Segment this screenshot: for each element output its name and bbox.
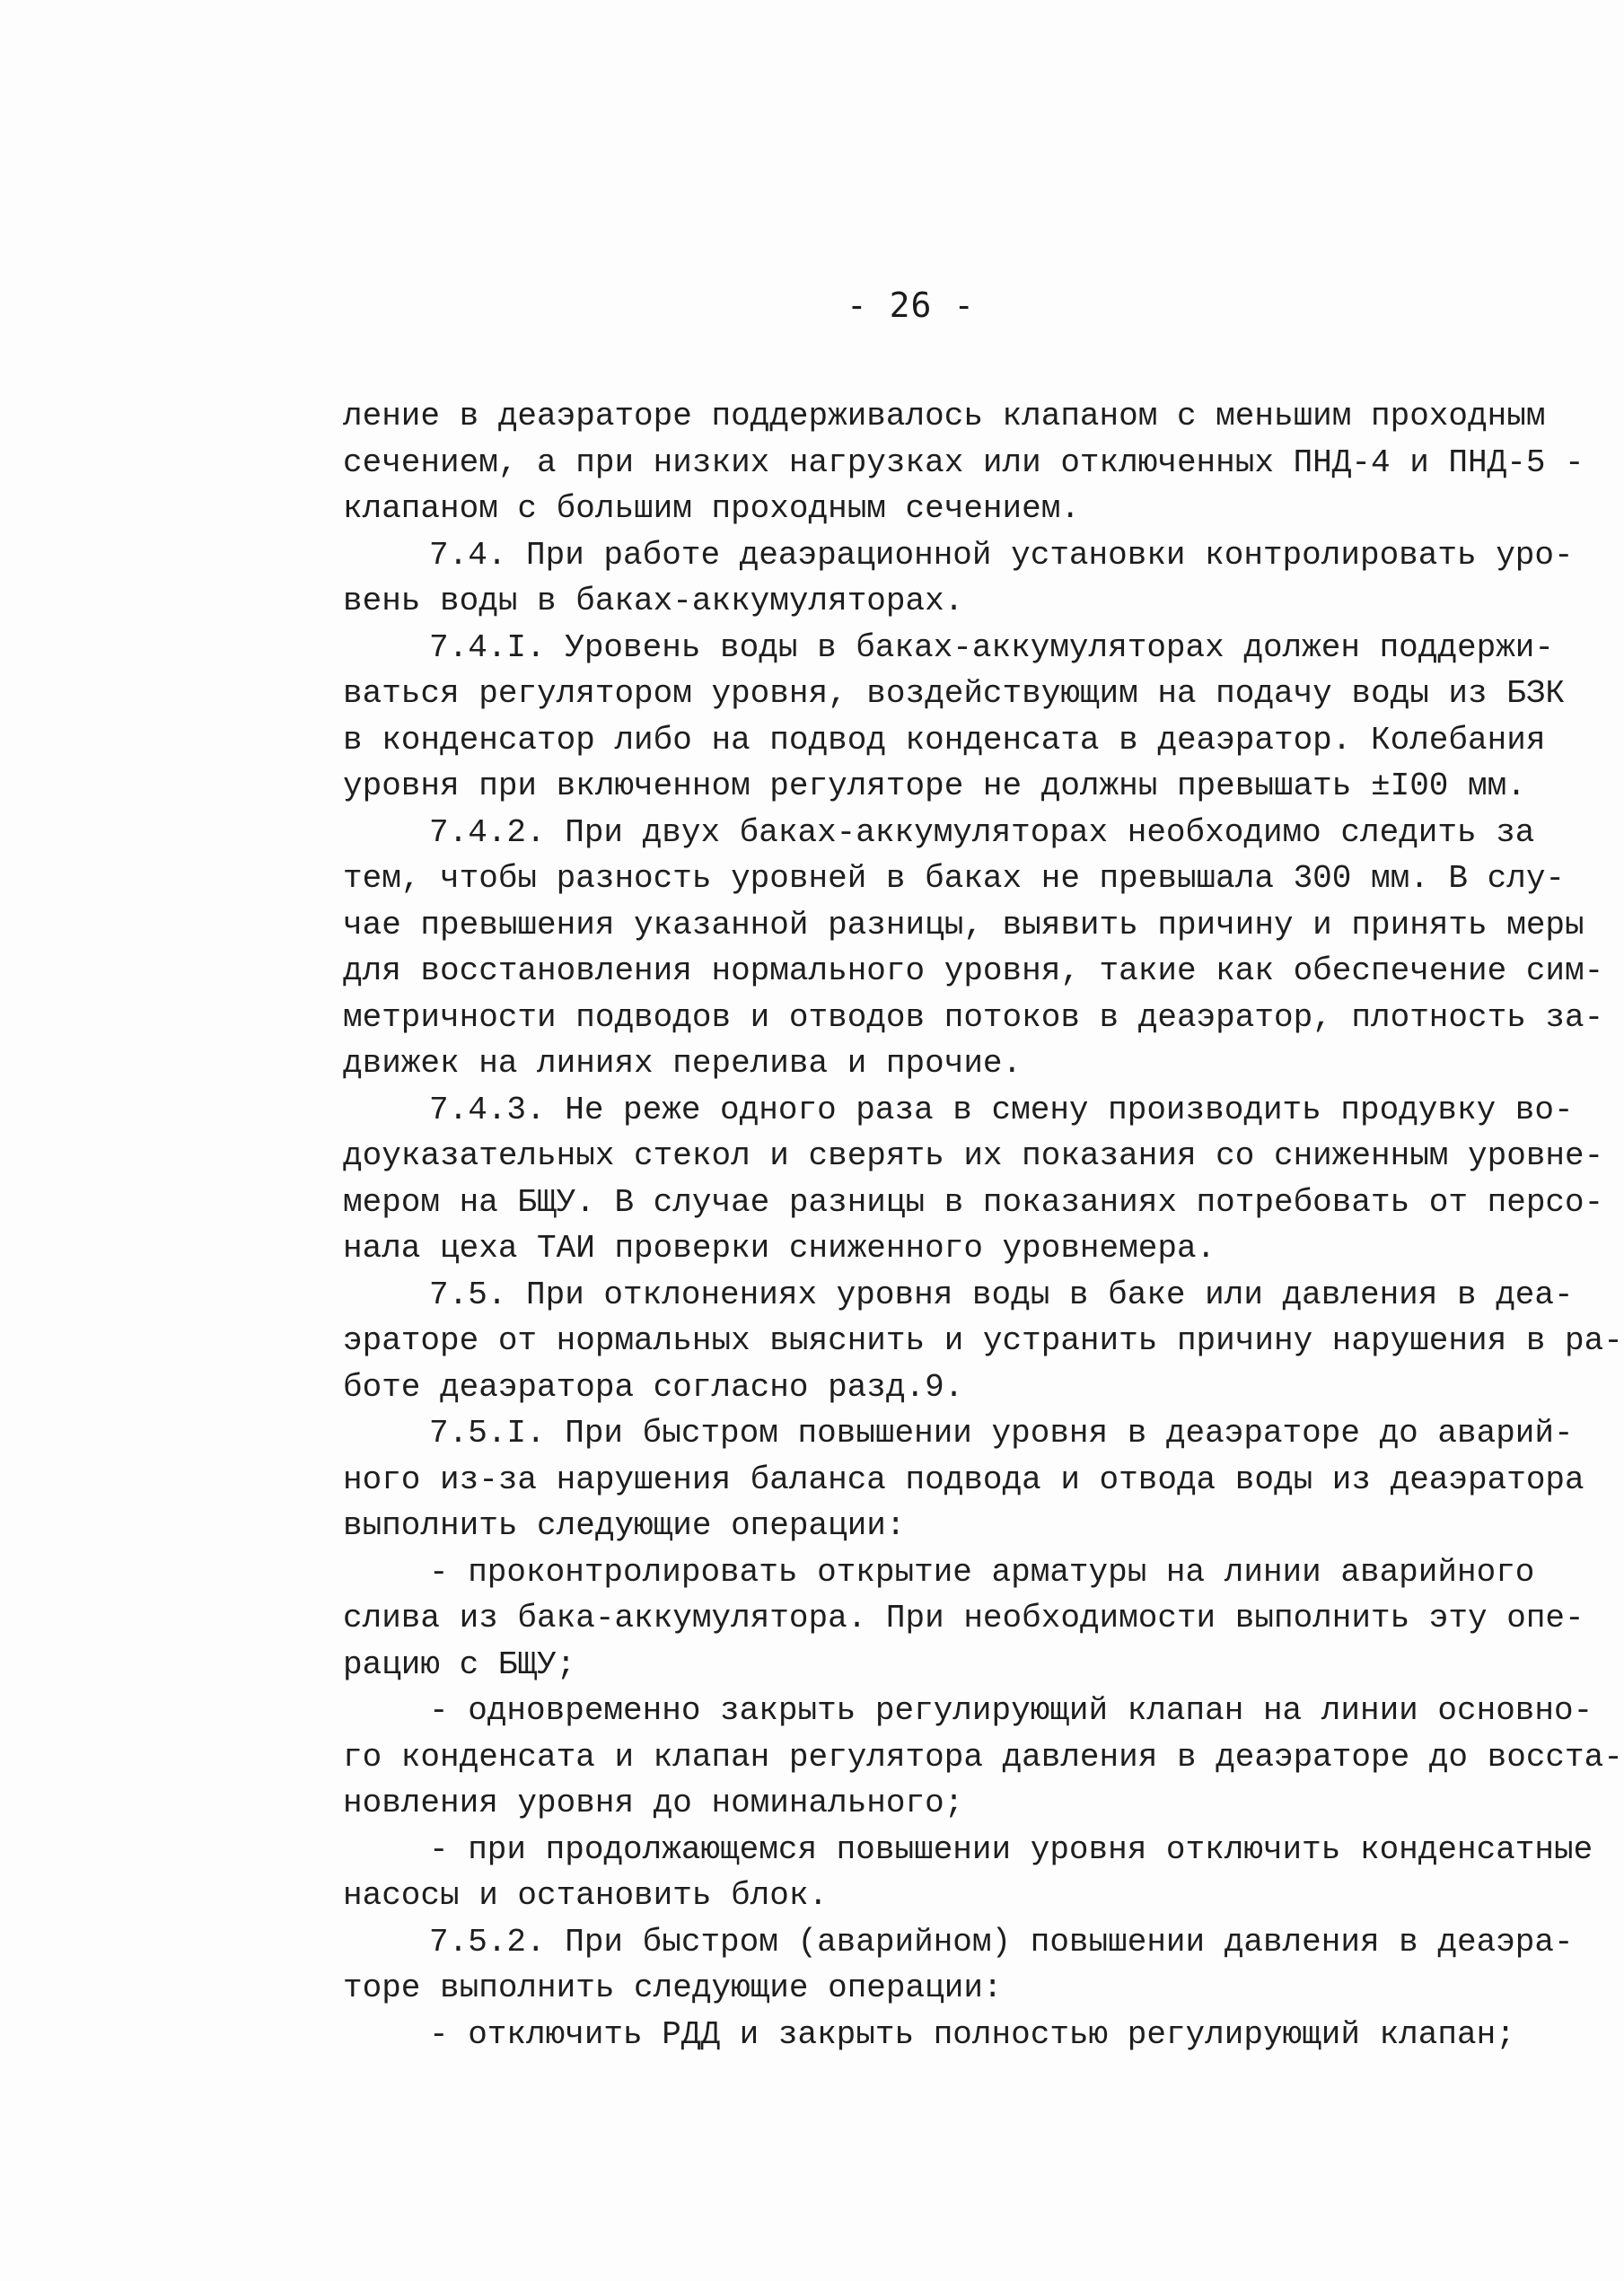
text-line: 7.4. При работе деаэрационной установки контролировать уро- <box>429 536 1574 574</box>
text-line: ваться регулятором уровня, воздействующим на подачу воды из БЗК <box>343 675 1566 712</box>
body-text <box>343 393 1623 2057</box>
text-line: ного из-за нарушения баланса подвода и отвода воды из деаэратора <box>343 1461 1584 1498</box>
text-line: тем, чтобы разность уровней в баках не превышала 300 мм. В слу- <box>343 860 1566 897</box>
text-line: нала цеха ТАИ проверки сниженного уровнемера. <box>343 1230 1216 1267</box>
text-line: клапаном с большим проходным сечением. <box>343 490 1080 527</box>
text-line: 7.4.3. Не реже одного раза в смену производить продувку во- <box>429 1091 1574 1128</box>
text-line: новления уровня до номинального; <box>343 1785 964 1821</box>
text-line: 7.5.2. При быстром (аварийном) повышении давления в деаэра- <box>429 1923 1574 1961</box>
text-line: метричности подводов и отводов потоков в деаэратор, плотность за- <box>343 998 1604 1036</box>
text-line: слива из бака-аккумулятора. При необходимости выполнить эту опе- <box>343 1600 1584 1636</box>
text-line: - при продолжающемся повышении уровня отключить конденсатные <box>429 1830 1593 1868</box>
text-line: ление в деаэраторе поддерживалось клапаном с меньшим проходным <box>343 398 1546 434</box>
text-line: - отключить РДД и закрыть полностью регулирующий клапан; <box>429 2015 1515 2053</box>
text-line: насосы и остановить блок. <box>343 1877 829 1914</box>
text-line: выполнить следующие операции: <box>343 1507 906 1544</box>
text-line: сечением, а при низких нагрузках или отключенных ПНД-4 и ПНД-5 - <box>343 443 1584 481</box>
text-line: рацию с БЩУ; <box>343 1645 576 1683</box>
text-line: эраторе от нормальных выяснить и устранить причину нарушения в ра- <box>343 1322 1623 1359</box>
text-line: чае превышения указанной разницы, выявить причину и принять меры <box>343 906 1584 943</box>
text-line: в конденсатор либо на подвод конденсата в деаэратор. Колебания <box>343 721 1546 759</box>
text-line: доуказательных стекол и сверять их показания со сниженным уровне- <box>343 1137 1604 1174</box>
page-number: - 26 - <box>846 285 976 325</box>
text-line: боте деаэратора согласно разд.9. <box>343 1368 964 1406</box>
text-line: вень воды в баках-аккумуляторах. <box>343 583 964 619</box>
text-line: мером на БЩУ. В случае разницы в показаниях потребовать от персо- <box>343 1183 1604 1221</box>
text-line: го конденсата и клапан регулятора давления в деаэраторе до восста- <box>343 1738 1623 1776</box>
text-line: движек на линиях перелива и прочие. <box>343 1045 1023 1082</box>
text-line: торе выполнить следующие операции: <box>343 1970 1003 2006</box>
text-line: 7.4.2. При двух баках-аккумуляторах необходимо следить за <box>429 813 1535 851</box>
text-line: 7.5. При отклонениях уровня воды в баке или давления в деа- <box>429 1276 1574 1313</box>
text-line: для восстановления нормального уровня, такие как обеспечение сим- <box>343 952 1604 989</box>
text-line: 7.5.I. При быстром повышении уровня в деаэраторе до аварий- <box>429 1415 1574 1452</box>
text-line: - проконтролировать открытие арматуры на линии аварийного <box>429 1553 1535 1591</box>
text-line: 7.4.I. Уровень воды в баках-аккумуляторах должен поддержи- <box>429 628 1555 666</box>
text-line: - одновременно закрыть регулирующий клапан на линии основно- <box>429 1692 1593 1729</box>
text-line: уровня при включенном регуляторе не должны превышать ±I00 мм. <box>343 768 1526 804</box>
